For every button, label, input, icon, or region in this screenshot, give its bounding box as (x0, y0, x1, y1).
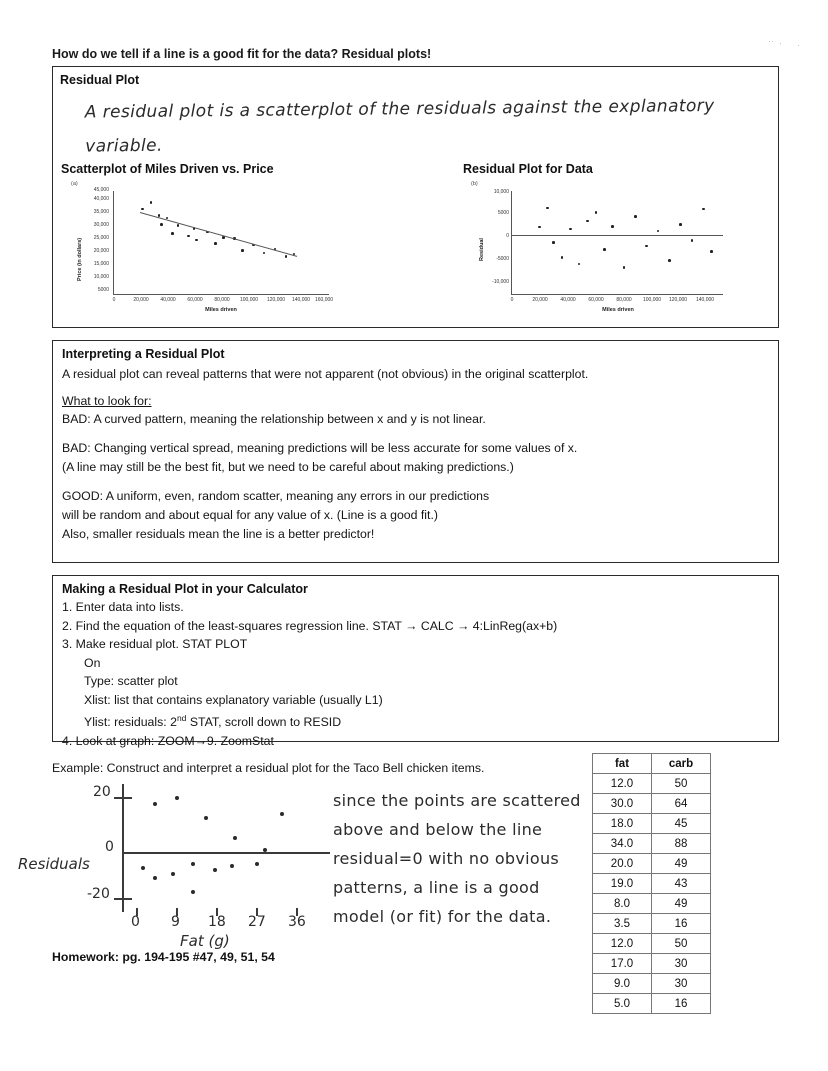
scan-artifact: · (797, 40, 800, 50)
panel-label-b: (b) (471, 181, 478, 187)
table-row (593, 994, 711, 1014)
hand-zero-line (122, 852, 330, 854)
residualplot-caption: Residual Plot for Data (463, 162, 593, 176)
y-tick-label: 10,000 (93, 274, 109, 280)
x-tick-label: 20,000 (532, 297, 548, 303)
table-row (593, 914, 711, 934)
y-tick-label: -5000 (496, 256, 509, 262)
table-row (593, 954, 711, 974)
calc-step-2: 2. Find the equation of the least-squares regression line. STAT → CALC → 4:LinReg(ax+b) (62, 618, 558, 633)
y-tick-label: 0 (506, 233, 509, 239)
scan-artifact: ·· (768, 36, 774, 46)
calc-substep-on: On (84, 655, 101, 670)
cell-carb: 88 (652, 834, 711, 854)
y-axis-title: Residual (479, 238, 485, 261)
data-point (561, 256, 564, 259)
cell-carb: 50 (652, 774, 711, 794)
scatterplot-caption: Scatterplot of Miles Driven vs. Price (61, 162, 274, 176)
handwritten-conclusion: since the points are scattered above and below the line residual=0 with no obvious patterns, a line is a good model (or fit) for the data. (333, 791, 581, 926)
table-header-row (593, 754, 711, 774)
data-point (214, 242, 217, 245)
x-tick-label: 40,000 (160, 297, 176, 303)
cell-carb: 30 (652, 974, 711, 994)
x-tick-label: 80,000 (616, 297, 632, 303)
data-point (668, 259, 671, 262)
y-tick-label: 45,000 (93, 187, 109, 193)
bad-pattern-spread: BAD: Changing vertical spread, meaning predictions will be less accurate for some values of x. (62, 441, 578, 455)
calc-substep-ylist (62, 709, 769, 732)
data-point (241, 249, 244, 252)
residual-plot-section (52, 66, 779, 328)
calc-substep-xlist: Xlist: list that contains explanatory variable (usually L1) (84, 692, 383, 707)
cell-fat: 17.0 (593, 954, 652, 974)
section-title-residual-plot: Residual Plot (60, 73, 140, 87)
handdrawn-residual-plot (87, 780, 335, 940)
hand-y-tick (114, 797, 132, 799)
homework-assignment: Homework: pg. 194-195 #47, 49, 51, 54 (52, 950, 275, 964)
data-point (645, 245, 648, 248)
ylist-suffix: STAT, scroll down to RESID (186, 715, 342, 730)
ylist-prefix: Ylist: residuals: 2 (84, 715, 177, 730)
example-prompt: Example: Construct and interpret a residual plot for the Taco Bell chicken items. (52, 761, 485, 775)
y-axis-title: Price (in dollars) (77, 237, 83, 281)
calculator-steps-section (52, 575, 779, 748)
cell-carb: 16 (652, 914, 711, 934)
ylist-superscript: nd (176, 713, 187, 723)
y-tick-label: 20,000 (93, 248, 109, 254)
data-point (623, 266, 626, 269)
residualplot-chart (463, 181, 773, 319)
x-axis (113, 294, 329, 295)
intro-question: How do we tell if a line is a good fit for the data? Residual plots! (52, 47, 432, 61)
calc-substep-type: Type: scatter plot (84, 674, 178, 688)
cell-fat: 12.0 (593, 934, 652, 954)
x-tick-label: 160,000 (314, 297, 334, 303)
cell-fat: 3.5 (593, 914, 652, 934)
handwritten-definition: A residual plot is a scatterplot of the residuals against the explanatory variable. (84, 95, 715, 157)
y-tick-label: 25,000 (93, 235, 109, 241)
scan-artifact: · (779, 38, 782, 48)
x-axis-title: Miles driven (205, 307, 237, 313)
data-point (586, 220, 589, 223)
data-point (187, 235, 190, 238)
hand-x-axis-label: Fat (g) (180, 932, 230, 950)
data-point (634, 215, 637, 218)
column-header-fat: fat (593, 754, 652, 774)
data-point (263, 252, 266, 255)
cell-fat: 8.0 (593, 894, 652, 914)
cell-fat: 5.0 (593, 994, 652, 1014)
x-tick-label: 0 (112, 297, 116, 303)
cell-fat: 30.0 (593, 794, 652, 814)
y-tick-label: -10,000 (492, 279, 509, 285)
table-row (593, 894, 711, 914)
hand-y-axis (122, 784, 124, 912)
y-tick-label: 30,000 (93, 222, 109, 228)
data-point (538, 226, 541, 229)
data-point (171, 232, 174, 235)
data-point (285, 255, 288, 258)
data-point (578, 263, 581, 266)
x-tick-label: 120,000 (266, 297, 286, 303)
data-point (141, 208, 144, 211)
cell-fat: 12.0 (593, 774, 652, 794)
calc-step-1: 1. Enter data into lists. (62, 600, 184, 614)
x-tick-label: 40,000 (560, 297, 576, 303)
x-tick-label: 0 (510, 297, 514, 303)
data-point (702, 208, 705, 211)
data-point (657, 230, 660, 233)
zero-reference-line (511, 235, 723, 236)
hand-x-label: 36 (288, 914, 306, 930)
cell-fat: 18.0 (593, 814, 652, 834)
x-tick-label: 20,000 (133, 297, 149, 303)
cell-fat: 20.0 (593, 854, 652, 874)
data-point (150, 201, 153, 204)
y-tick-label: 15,000 (93, 261, 109, 267)
section-title-interpreting: Interpreting a Residual Plot (62, 347, 225, 361)
cell-fat: 19.0 (593, 874, 652, 894)
x-tick-label: 100,000 (642, 297, 662, 303)
table-row (593, 934, 711, 954)
hand-x-label: 18 (208, 914, 226, 930)
calc-step-4: 4. Look at graph: ZOOM→9. ZoomStat (62, 733, 274, 748)
y-tick-label: 35,000 (93, 209, 109, 215)
cell-carb: 64 (652, 794, 711, 814)
scatterplot-chart (61, 181, 391, 319)
x-tick-label: 60,000 (588, 297, 604, 303)
cell-fat: 9.0 (593, 974, 652, 994)
x-tick-label: 140,000 (695, 297, 715, 303)
cell-carb: 45 (652, 814, 711, 834)
hand-y-label-bottom: -20 (87, 886, 110, 902)
good-pattern-line1: GOOD: A uniform, even, random scatter, meaning any errors in our predictions (62, 489, 490, 503)
data-point (603, 248, 606, 251)
data-point (160, 223, 163, 226)
hand-y-tick (114, 898, 132, 900)
table-row (593, 854, 711, 874)
data-point (691, 239, 694, 242)
y-tick-label: 5000 (497, 210, 509, 216)
table-row (593, 834, 711, 854)
good-pattern-line3: Also, smaller residuals mean the line is a better predictor! (62, 527, 375, 541)
cell-carb: 49 (652, 894, 711, 914)
data-point (569, 228, 572, 231)
x-axis (511, 294, 723, 295)
what-to-look-for-heading: What to look for: (62, 394, 152, 408)
table-row (593, 814, 711, 834)
interpreting-section (52, 340, 779, 563)
hand-y-label-top: 20 (93, 784, 111, 800)
hand-x-label: 0 (131, 914, 140, 930)
column-header-carb: carb (652, 754, 711, 774)
fat-carb-data-table (592, 753, 711, 1014)
interpreting-intro: A residual plot can reveal patterns that were not apparent (not obvious) in the original scatterplot. (62, 367, 589, 381)
table-row (593, 874, 711, 894)
data-point (552, 241, 555, 244)
hand-x-label: 27 (248, 914, 266, 930)
cell-carb: 43 (652, 874, 711, 894)
data-point (611, 225, 614, 228)
x-tick-label: 60,000 (187, 297, 203, 303)
hand-y-label-zero: 0 (105, 839, 114, 855)
calc-step-3: 3. Make residual plot. STAT PLOT (62, 637, 248, 651)
cell-carb: 30 (652, 954, 711, 974)
trend-line (140, 212, 297, 257)
data-point (546, 207, 549, 210)
y-tick-label: 10,000 (493, 189, 509, 195)
hand-y-axis-label: Residuals (18, 855, 90, 873)
x-tick-label: 140,000 (291, 297, 311, 303)
table-row (593, 794, 711, 814)
y-tick-label: 5000 (97, 287, 109, 293)
bad-pattern-curved: BAD: A curved pattern, meaning the relationship between x and y is not linear. (62, 412, 486, 426)
y-axis (511, 191, 512, 294)
cell-carb: 49 (652, 854, 711, 874)
table-row (593, 974, 711, 994)
panel-label-a: (a) (71, 181, 78, 187)
hand-x-label: 9 (171, 914, 180, 930)
cell-carb: 16 (652, 994, 711, 1014)
cell-fat: 34.0 (593, 834, 652, 854)
data-point (177, 224, 180, 227)
good-pattern-line2: will be random and about equal for any value of x. (Line is a good fit.) (62, 508, 438, 522)
x-axis-title: Miles driven (602, 307, 634, 313)
x-tick-label: 100,000 (239, 297, 259, 303)
bad-pattern-spread-note: (A line may still be the best fit, but we need to be careful about making predictions.) (62, 460, 514, 474)
data-point (710, 250, 713, 253)
section-title-calculator: Making a Residual Plot in your Calculator (62, 582, 308, 596)
data-point (679, 223, 682, 226)
cell-carb: 50 (652, 934, 711, 954)
data-point (595, 211, 598, 214)
table-row (593, 774, 711, 794)
x-tick-label: 120,000 (668, 297, 688, 303)
x-tick-label: 80,000 (214, 297, 230, 303)
data-point (195, 239, 198, 242)
y-tick-label: 40,000 (93, 196, 109, 202)
